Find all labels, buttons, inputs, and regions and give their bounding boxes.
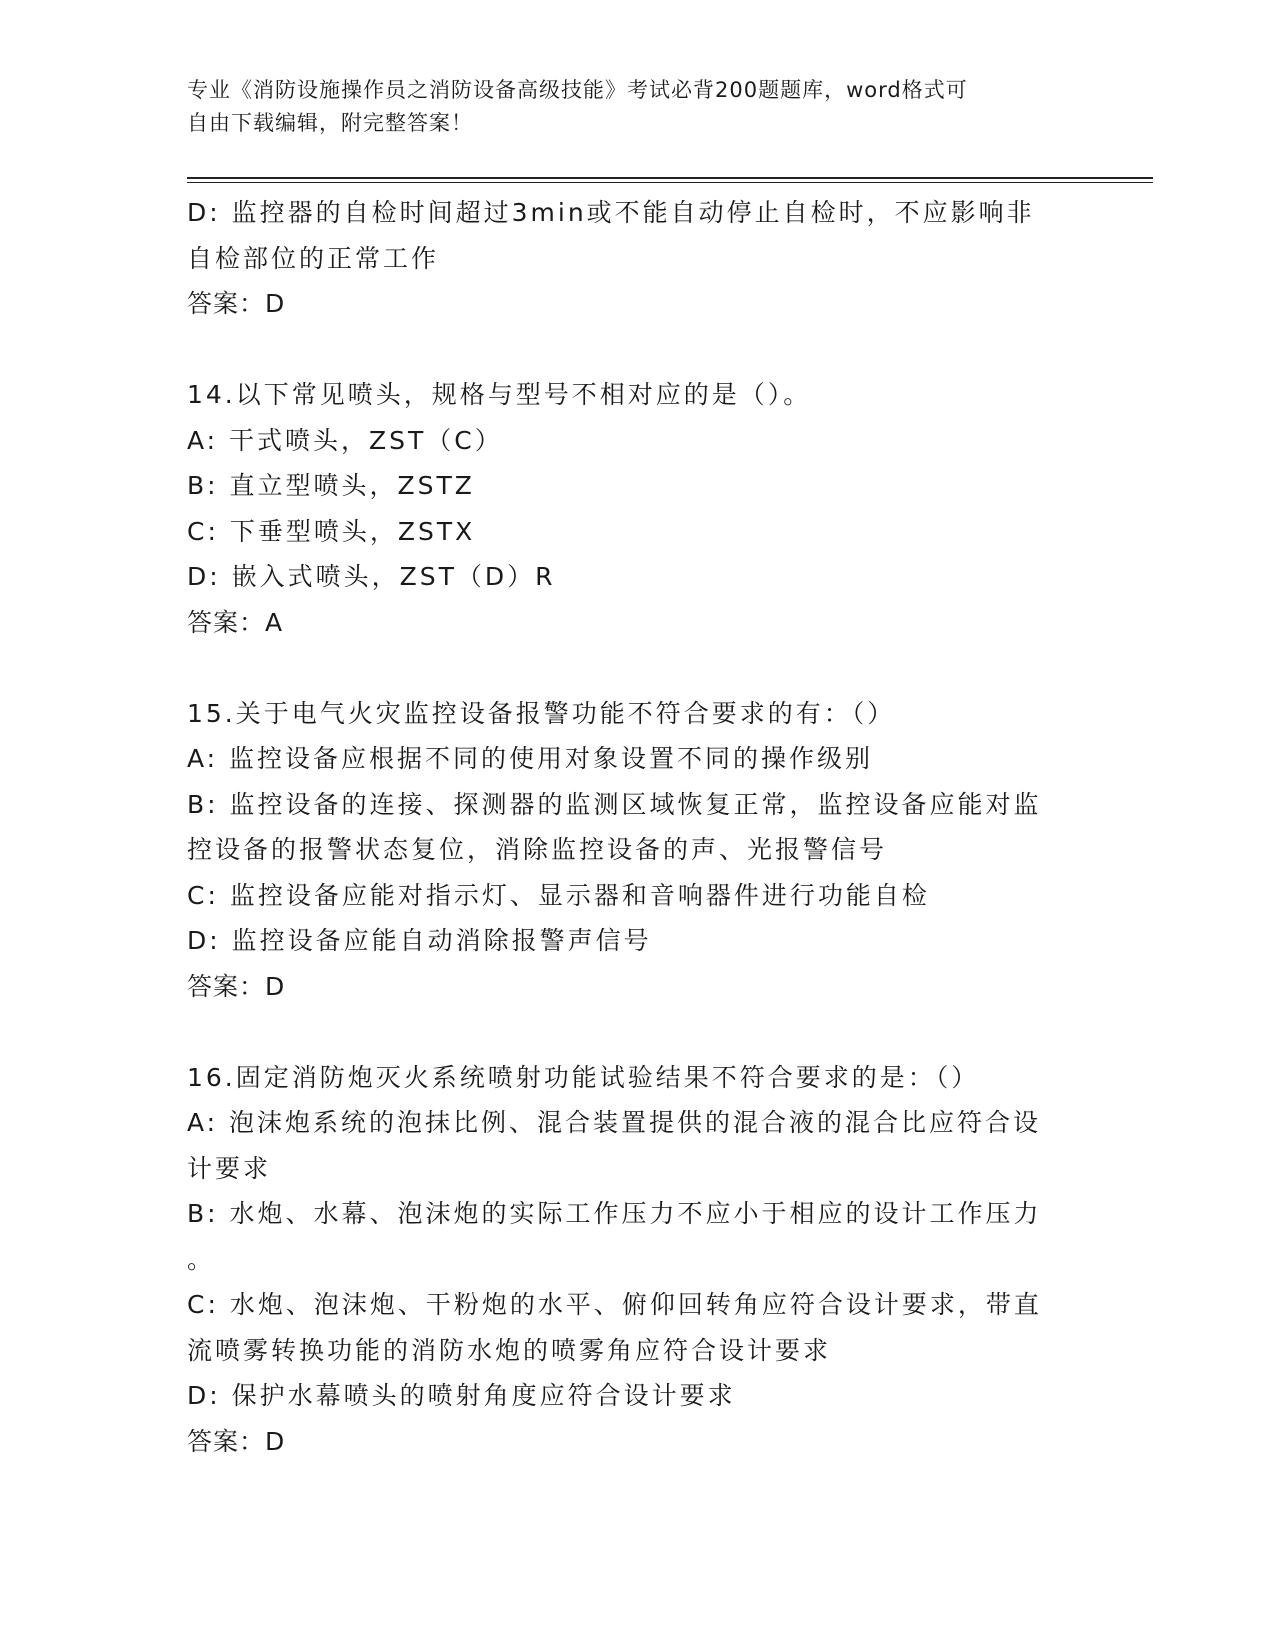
question-stem: 16.固定消防炮灭火系统喷射功能试验结果不符合要求的是：（）	[187, 1062, 980, 1092]
option-c: C: 监控设备应能对指示灯、显示器和音响器件进行功能自检	[187, 880, 930, 910]
question-15	[187, 691, 1087, 1010]
option-a: A: 监控设备应根据不同的使用对象设置不同的操作级别	[187, 744, 874, 773]
option-b-line-1: B: 水炮、水幕、泡沫炮的实际工作压力不应小于相应的设计工作压力	[187, 1199, 1042, 1228]
spacer	[187, 1009, 1087, 1055]
option-d-line-1: D: 监控器的自检时间超过3min或不能自动停止自检时，不应影响非	[187, 198, 1035, 227]
answer-line: 答案：D	[187, 1426, 286, 1456]
header-divider-thin	[187, 182, 1153, 183]
option-d: D: 保护水幕喷头的喷射角度应符合设计要求	[187, 1381, 736, 1410]
option-c-line-1: C: 水炮、泡沫炮、干粉炮的水平、俯仰回转角应符合设计要求，带直	[187, 1290, 1042, 1319]
spacer	[187, 645, 1087, 691]
option-d-line-2: 自检部位的正常工作	[187, 243, 440, 273]
option-d: D: 监控设备应能自动消除报警声信号	[187, 926, 652, 955]
option-d: D: 嵌入式喷头，ZST（D）R	[187, 562, 556, 591]
question-14	[187, 372, 1087, 645]
header-line-1: 专业《消防设施操作员之消防设备高级技能》考试必背200题题库，word格式可	[187, 78, 968, 102]
option-c-line-2: 流喷雾转换功能的消防水炮的喷雾角应符合设计要求	[187, 1335, 832, 1365]
answer-line: 答案：D	[187, 289, 286, 318]
option-a-line-1: A: 泡沫炮系统的泡抹比例、混合装置提供的混合液的混合比应符合设	[187, 1108, 1042, 1137]
previous-question-tail	[187, 190, 1087, 327]
option-b-line-2: 控设备的报警状态复位，消除监控设备的声、光报警信号	[187, 835, 888, 864]
option-b: B: 直立型喷头，ZSTZ	[187, 471, 475, 500]
header-divider-thick	[187, 177, 1153, 179]
page-header	[187, 74, 1067, 140]
document-body	[187, 190, 1087, 1464]
answer-line: 答案：D	[187, 971, 286, 1001]
option-b-line-1: B: 监控设备的连接、探测器的监测区域恢复正常，监控设备应能对监	[187, 789, 1042, 819]
question-stem: 15.关于电气火灾监控设备报警功能不符合要求的有：（）	[187, 698, 896, 728]
spacer	[187, 327, 1087, 373]
header-line-2: 自由下载编辑，附完整答案！	[187, 111, 473, 135]
option-c: C: 下垂型喷头，ZSTX	[187, 516, 476, 546]
question-stem: 14.以下常见喷头，规格与型号不相对应的是（）。	[187, 380, 812, 409]
answer-line: 答案：A	[187, 607, 284, 637]
option-b-line-2: 。	[187, 1244, 216, 1274]
question-16	[187, 1055, 1087, 1465]
option-a-line-2: 计要求	[187, 1153, 272, 1183]
option-a: A: 干式喷头，ZST（C）	[187, 425, 503, 455]
